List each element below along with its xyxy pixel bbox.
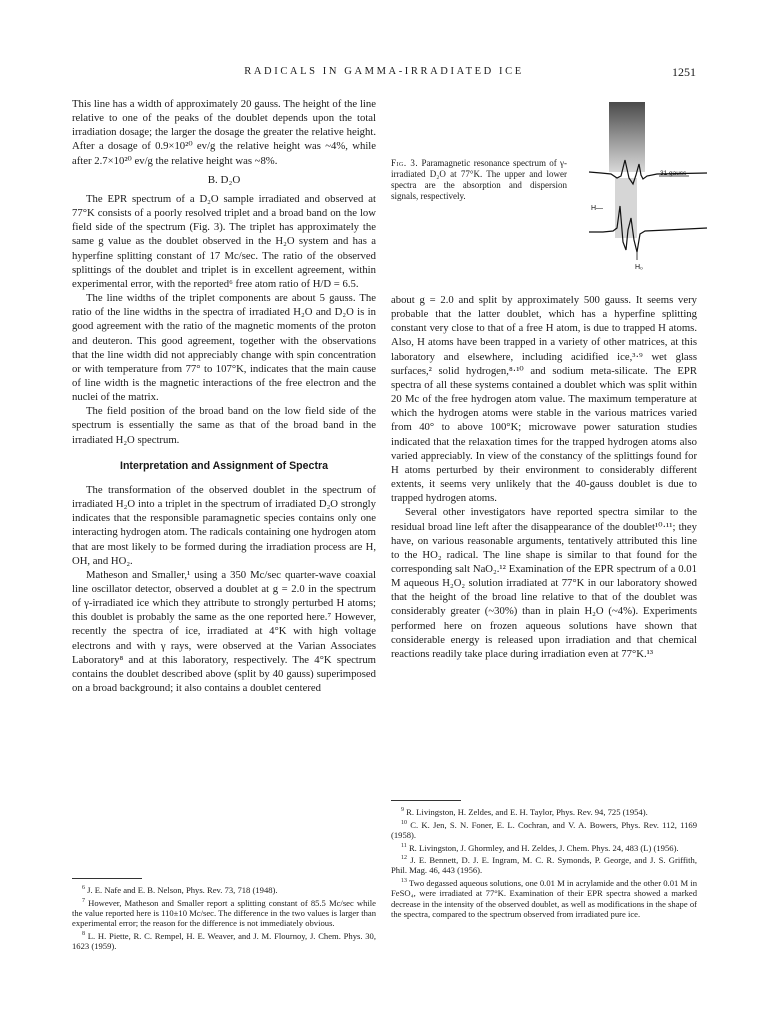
absorption-signal-trace [589, 160, 707, 184]
footnote: $^{12}$ J. E. Bennett, D. J. E. Ingram, M. C. R. Symonds, P. George, and J. S. Griffith, Phil. Mag. 46, 443 (1956). [391, 855, 697, 876]
figure-caption-text: Paramagnetic resonance spectrum of γ-irradiated D₂O at 77°K. The upper and lower spectra are the absorption and dispersion signals, respectively. [391, 158, 568, 201]
page-header [72, 66, 696, 82]
footnote: $^8$ L. H. Piette, R. C. Rempel, H. E. Weaver, and J. M. Flournoy, J. Chem. Phys. 30, 1623 (1959). [72, 930, 376, 952]
left-column [72, 97, 376, 695]
footnote-rule [72, 878, 142, 879]
footnote: $^{13}$ Two degassed aqueous solutions, one 0.01 M in acrylamide and the other 0.01 M in FeSO₄, were irradiated at 77°K. Examination of their EPR spectra showed a marked decrease in the intensity of the observed doublet, as well as modifications in the shape of the spectra, compared to the spectrum observed from irradiated pure ice. [391, 878, 697, 919]
paragraph: The field position of the broad band on the low field side of the spectrum is essentially the same as that of the broad band in the irradiated H₂O spectrum. [72, 405, 376, 446]
footnotes-right [391, 800, 697, 920]
scale-label: 31 gauss [660, 170, 687, 177]
paragraph: The transformation of the observed doublet in the spectrum of irradiated H₂O into a triplet in the spectrum of irradiated D₂O strongly indicates that the responsible paramagnetic species contains only one interacting hydrogen atom. The radicals containing one hydrogen atom that are most likely to be formed during the irradiation process are H, OH, and HO₂. [72, 483, 376, 567]
paragraph: Several other investigators have reported spectra similar to the residual broad line left after the disappearance of the doublet¹⁰·¹¹; they have, on various reasonable arguments, tentatively attributed this line to the HO₂ radical. The line shape is similar to that found for the corresponding salt NaO₂.¹² Examination of the EPR spectrum of a 0.01 M aqueous H₂O₂ solution irradiated at 77°K in our laboratory showed that the height of the broad line relative to that of the doublet was considerably greater (~30%) than in plain H₂O (~4%). Experiments performed here on frozen aqueous solutions have shown that considerable energy is released upon irradiation and that chemical reactions readily take place during irradiation even at 77°K.¹³ [391, 506, 697, 660]
figure-caption [391, 158, 567, 202]
upper-photo-background [609, 102, 645, 172]
footnote: $^{10}$ C. K. Jen, S. N. Foner, E. L. Cochran, and V. A. Bowers, Phys. Rev. 112, 1169 (1958). [391, 819, 698, 840]
section-heading: Interpretation and Assignment of Spectra [120, 459, 328, 472]
footnote: $^6$ J. E. Nafe and E. B. Nelson, Phys. Rev. 73, 718 (1948). [82, 884, 278, 895]
footnote: $^7$ However, Matheson and Smaller report a splitting constant of 85.5 Mc/sec while the value reported here is 110±10 Mc/sec. The difference in the two values is larger than experimental error; the reason for the difference is not immediately obvious. [72, 897, 376, 929]
field-direction-label: H— [591, 205, 604, 212]
scale-bar-31-gauss [659, 170, 689, 177]
footnote: $^{11}$ R. Livingston, J. Ghormley, and H. Zeldes, J. Chem. Phys. 24, 483 (L) (1956). [401, 842, 679, 853]
running-title: RADICALS IN GAMMA-IRRADIATED ICE [244, 66, 524, 77]
epr-spectrum-plot [587, 100, 711, 278]
footnote-rule [391, 800, 461, 801]
subsection-heading-d2o: B. D₂O [207, 173, 241, 186]
dispersion-signal-trace [589, 206, 707, 252]
right-column [391, 293, 697, 661]
h0-label: H₀ [635, 264, 643, 271]
paragraph: This line has a width of approximately 20 gauss. The height of the line relative to one of the peaks of the doublet depends upon the total irradiation dosage; the larger the dosage the greater the relative height. After a dosage of 0.9×10²⁰ ev/g the relative height was ~4%, while after 2.7×10²⁰ ev/g the relative height was ~8%. [72, 98, 376, 167]
footnotes-left [72, 878, 376, 952]
paragraph: The line widths of the triplet components are about 5 gauss. The ratio of the line widths in the spectra of irradiated H₂O and D₂O is in good agreement with the ratio of the magnetic moments of the proton and deuteron. This good agreement, together with the observations that the line width did not appreciably change with spin concentration or with temperature from 77° to 107°K, indicates that the main cause of line width is the magnetic interactions of the free electron and the nuclei of the matrix. [72, 292, 376, 404]
paragraph: Matheson and Smaller,¹ using a 350 Mc/sec quarter-wave coaxial line oscillator detector, observed a doublet at g = 2.0 in the spectrum of γ-irradiated ice which they attribute to strongly perturbed H atoms; this doublet is probably the same as the one reported here.⁷ However, recently the spectra of ice, irradiated at 4°K with high voltage electrons and with γ rays, were observed at the Varian Associates Laboratory⁸ and at this laboratory, respectively. The 4°K spectrum contains the doublet described above (split by 40 gauss) superimposed on a broad background; it also contains a doublet centered [72, 568, 376, 695]
page-number: 1251 [672, 65, 696, 79]
footnote: $^9$ R. Livingston, H. Zeldes, and E. H. Taylor, Phys. Rev. 94, 725 (1954). [401, 806, 648, 817]
figure-3 [391, 100, 711, 280]
paragraph: The EPR spectrum of a D₂O sample irradiated and observed at 77°K consists of a poorly resolved triplet and a broad band on the low field side of the spectrum (Fig. 3). The triplet has approximately the same g value as the doublet observed in the H₂O system and has a hyperfine splitting constant of 17 Mc/sec. The ratio of the observed splittings of the doublet and triplet is in excellent agreement, within experimental error, with the reported⁶ free atom ratio of H/D = 6.5. [72, 192, 376, 290]
lower-photo-background [615, 178, 637, 238]
paragraph: about g = 2.0 and split by approximately 500 gauss. It seems very probable that the latter doublet, which has a hyperfine splitting constant very close to that of a free H atom, is due to trapped H atoms. Also, H atoms have been trapped in a variety of other matrices, at this laboratory and elsewhere, including acidified ice,³·⁹ wet glass surfaces,² solid hydrogen,⁸·¹⁰ and sodium meta-silicate. The EPR spectra of all these systems contained a doublet which was split within 20 Mc of the free hydrogen atom value. The maximum temperature at which the hydrogen atoms were stable in the various matrices varied from 40° to above 100°K; microwave power saturation studies indicated that the relaxation times for the trapped hydrogen atoms also varied appreciably. In view of the constancy of the splittings found for H atoms perturbed by their environment to considerably different extents, it seems very unlikely that the 40-gauss doublet is due to trapped hydrogen atoms. [391, 294, 697, 505]
figure-label: Fig. 3. [391, 158, 419, 168]
